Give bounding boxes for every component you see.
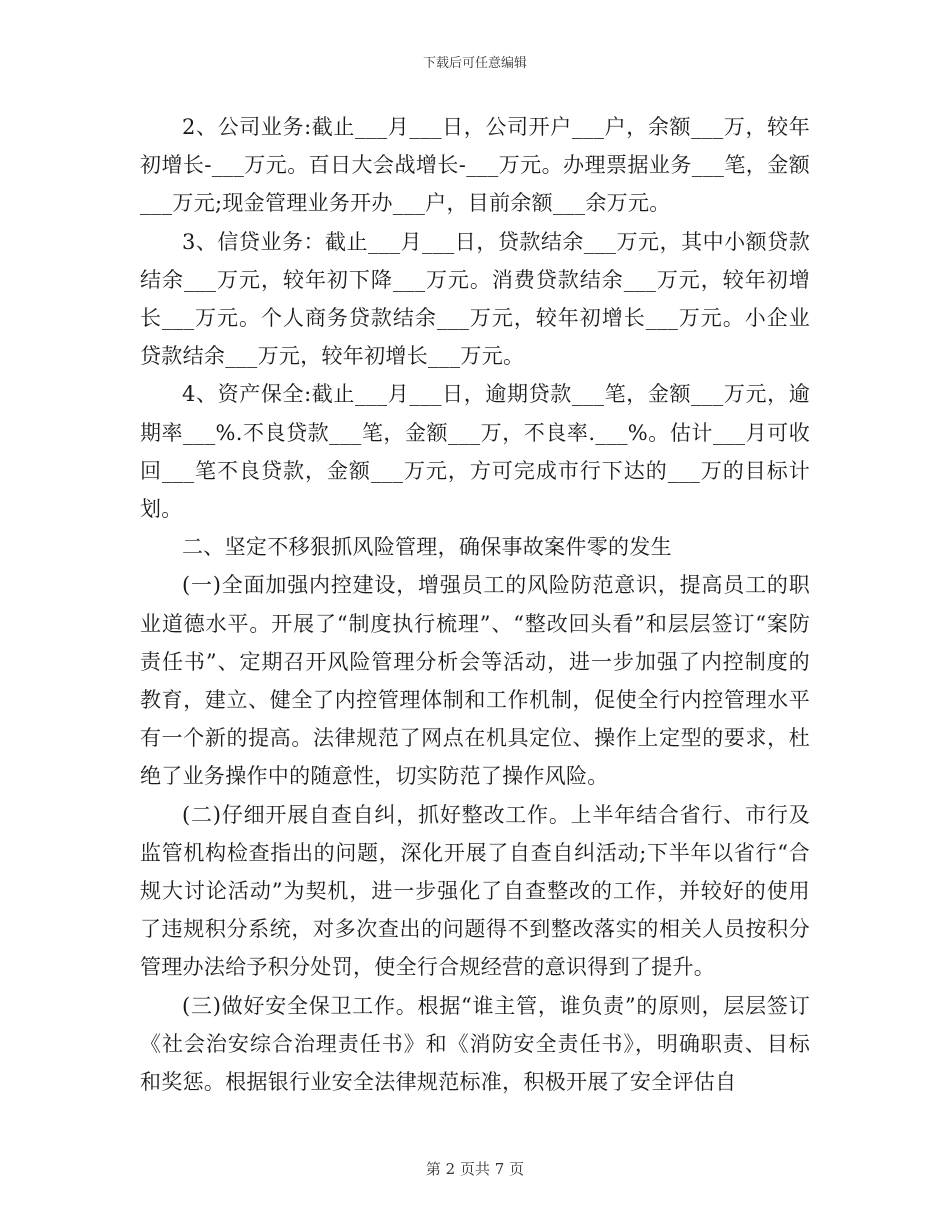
paragraph-credit-business: 3、信贷业务：截止___月___日，贷款结余___万元，其中小额贷款结余___万元，较年初下降___万元。消费贷款结余___万元，较年初增长___万元。个人商务贷款结余___万元，较年初增长___万元。小企业贷款结余___万元，较年初增长___万元。 [140,229,810,369]
document-body [140,108,810,1101]
page-footer: 第 2 页共 7 页 [425,1160,525,1178]
page-header: 下载后可任意编辑 [422,56,527,71]
paragraph-internal-control: (一)全面加强内控建设，增强员工的风险防范意识，提高员工的职业道德水平。开展了“制度执行梳理”、“整改回头看”和层层签订“案防责任书”、定期召开风险管理分析会等活动，进一步加强了内控制度的教育，建立、健全了内控管理体制和工作机制，促使全行内控管理水平有一个新的提高。法律规范了网点在机具定位、操作上定型的要求，杜绝了业务操作中的随意性，切实防范了操作风险。 [140,573,810,789]
paragraph-asset-preservation: 4、资产保全:截止___月___日，逾期贷款___笔，金额___万元，逾期率___%.不良贷款___笔，金额___万，不良率.___%。估计___月可收回___笔不良贷款，金额___万元，方可完成市行下达的___万的目标计划。 [140,382,810,522]
section-heading-risk-management: 二、坚定不移狠抓风险管理，确保事故案件零的发生 [182,535,672,560]
paragraph-self-inspection: (二)仔细开展自查自纠，抓好整改工作。上半年结合省行、市行及监管机构检查指出的问题，深化开展了自查自纠活动;下半年以省行“合规大讨论活动”为契机，进一步强化了自查整改的工作，并较好的使用了违规积分系统，对多次查出的问题得不到整改落实的相关人员按积分管理办法给予积分处罚，使全行合规经营的意识得到了提升。 [140,802,810,980]
paragraph-security: (三)做好安全保卫工作。根据“谁主管，谁负责”的原则，层层签订《社会治安综合治理责任书》和《消防安全责任书》，明确职责、目标和奖惩。根据银行业安全法律规范标准，积极开展了安全评估自 [140,993,810,1095]
paragraph-company-business: 2、公司业务:截止___月___日，公司开户___户，余额___万，较年初增长-___万元。百日大会战增长-___万元。办理票据业务___笔，金额___万元;现金管理业务开办___户，目前余额___余万元。 [140,115,810,216]
